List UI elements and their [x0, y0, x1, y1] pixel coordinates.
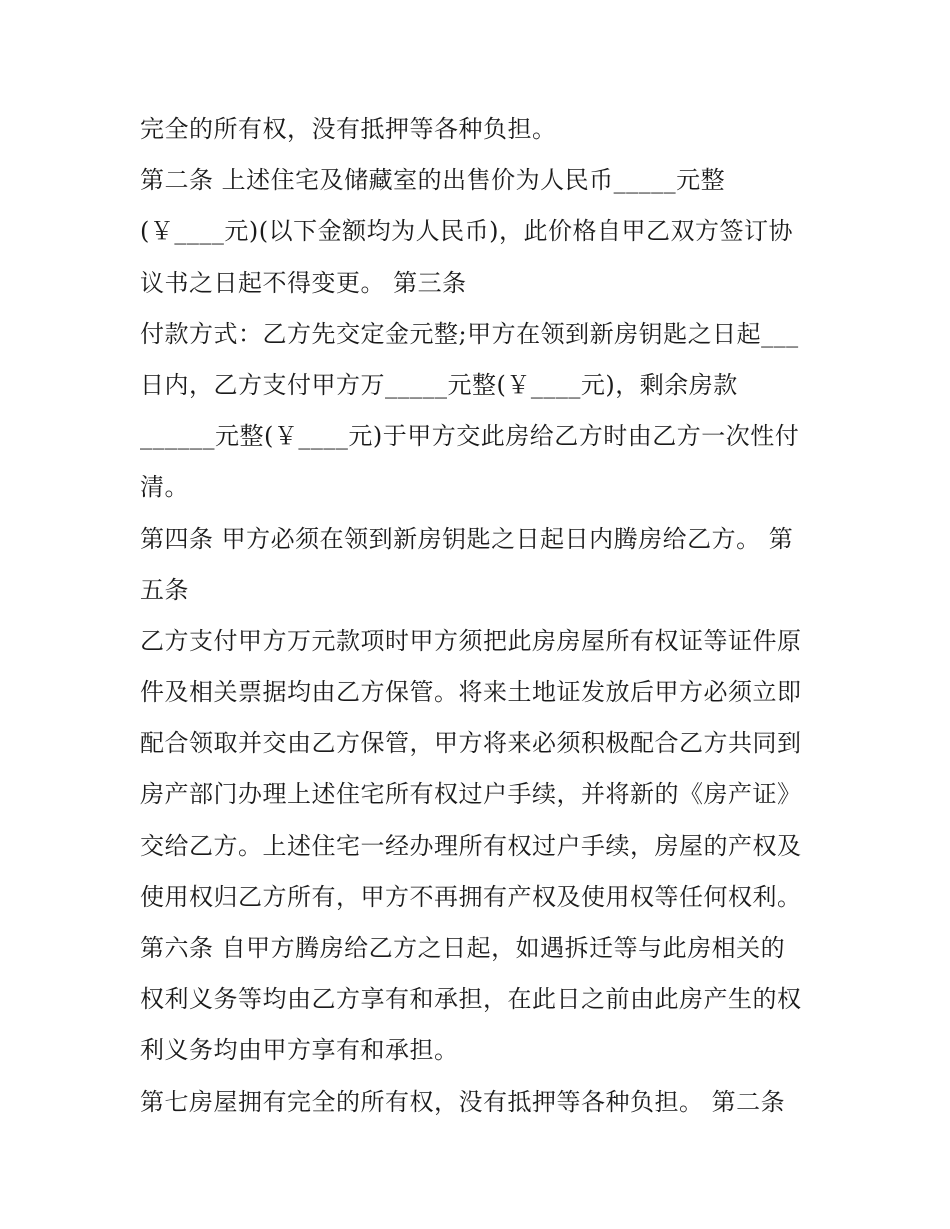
text-line: 房产部门办理上述住宅所有权过户手续，并将新的《房产证》 — [140, 780, 802, 809]
text-line: 第四条 甲方必须在领到新房钥匙之日起日内腾房给乙方。 第 — [140, 524, 794, 553]
text-line: 议书之日起不得变更。 第三条 — [140, 268, 467, 297]
text-line: 乙方支付甲方万元款项时甲方须把此房房屋所有权证等证件原 — [140, 626, 802, 655]
text-line: ______元整(￥____元)于甲方交此房给乙方时由乙方一次性付 — [140, 422, 800, 451]
text-line: 使用权归乙方所有，甲方不再拥有产权及使用权等任何权利。 — [140, 882, 802, 911]
text-line: (￥____元)(以下金额均为人民币)，此价格自甲乙双方签订协 — [140, 217, 793, 246]
text-line: 付款方式：乙方先交定金元整;甲方在领到新房钥匙之日起___ — [140, 319, 799, 348]
text-line: 清。 — [140, 473, 189, 502]
text-line: 日内，乙方支付甲方万_____元整(￥____元)，剩余房款 — [140, 370, 738, 399]
text-line: 五条 — [140, 575, 189, 604]
text-line: 利义务均由甲方享有和承担。 — [140, 1036, 459, 1065]
text-line: 交给乙方。上述住宅一经办理所有权过户手续，房屋的产权及 — [140, 831, 802, 860]
text-line: 第七房屋拥有完全的所有权，没有抵押等各种负担。 第二条 — [140, 1087, 786, 1116]
text-line: 件及相关票据均由乙方保管。将来土地证发放后甲方必须立即 — [140, 678, 802, 707]
text-line: 权利义务等均由乙方享有和承担，在此日之前由此房产生的权 — [140, 985, 802, 1014]
text-line: 完全的所有权，没有抵押等各种负担。 — [140, 115, 557, 143]
text-line: 第六条 自甲方腾房给乙方之日起，如遇拆迁等与此房相关的 — [140, 934, 786, 962]
text-line: 第二条 上述住宅及储藏室的出售价为人民币_____元整 — [140, 166, 726, 195]
text-line: 配合领取并交由乙方保管，甲方将来必须积极配合乙方共同到 — [140, 729, 802, 758]
document-body — [140, 104, 820, 1128]
